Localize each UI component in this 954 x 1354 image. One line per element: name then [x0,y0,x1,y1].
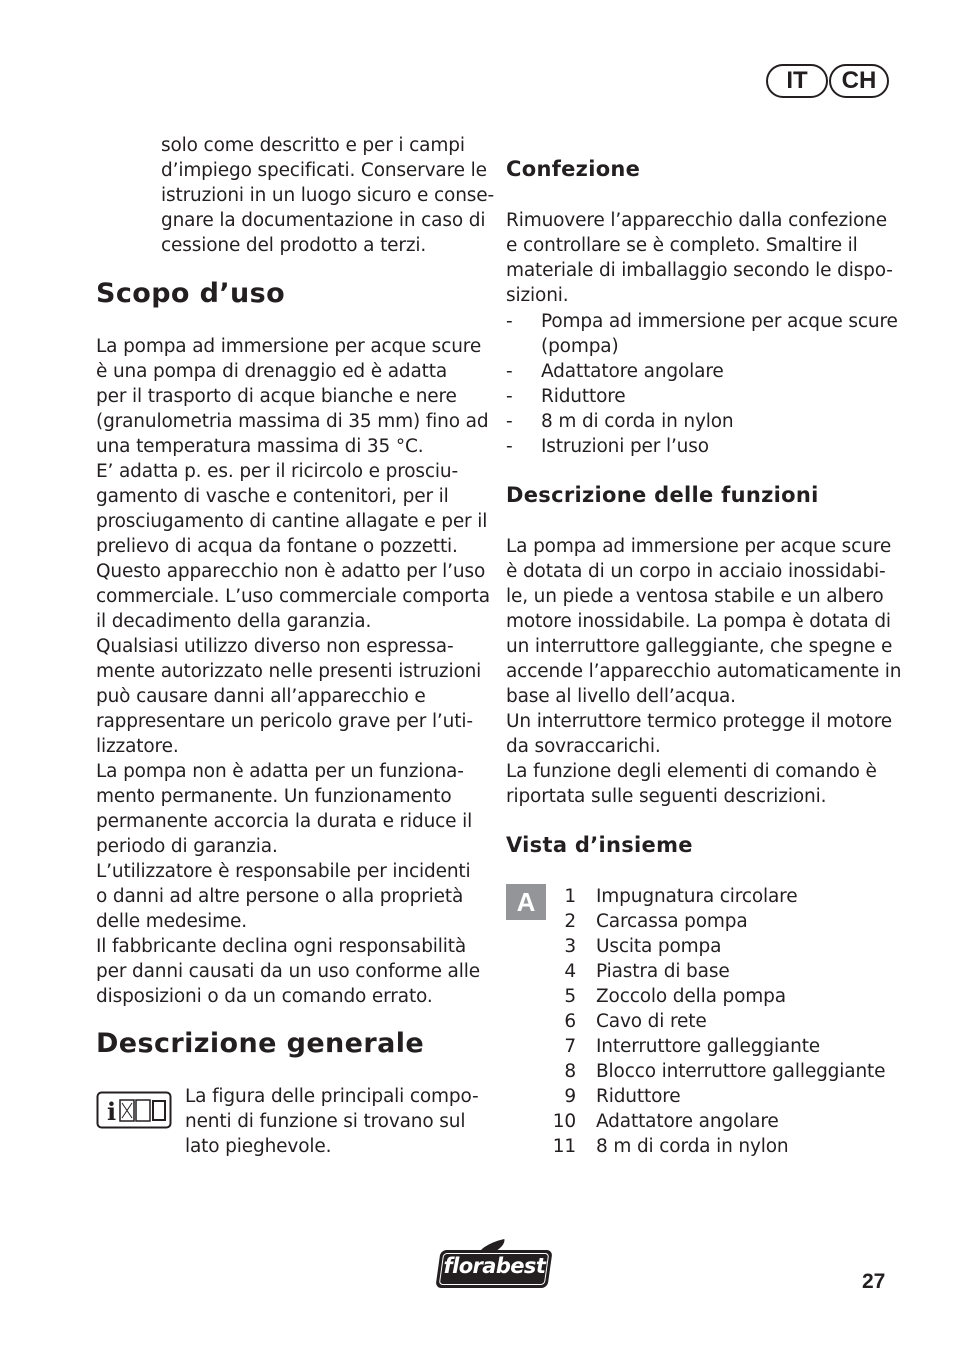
package-item-text: 8 m di corda in nylon [541,411,734,432]
section-heading: Scopo d’uso [96,278,286,309]
info-foldout-icon [96,1091,172,1129]
brand-logo [435,1250,552,1288]
section-body [506,534,901,809]
component-item [506,1109,906,1134]
component-item [506,1134,906,1159]
component-number: 1 [564,886,576,907]
text-line: prosciugamento di cantine allagate e per il [96,511,488,532]
package-item-text: Riduttore [541,386,626,407]
text-line: le, un piede a ventosa stabile e un albero [506,586,884,607]
component-number: 5 [564,986,576,1007]
package-item-text [541,309,898,359]
text-line: istruzioni in un luogo sicuro e conse- [161,185,495,206]
package-item-text: Istruzioni per l’uso [541,436,709,457]
package-item [506,384,906,409]
package-item [506,359,906,384]
text-line: è dotata di un corpo in acciaio inossidabi- [506,561,886,582]
text-line: periodo di garanzia. [96,836,278,857]
section-heading: Confezione [506,157,641,181]
component-list [506,884,906,1159]
text-line: (pompa) [541,336,619,357]
component-label: Blocco interruttore galleggiante [596,1061,886,1082]
component-item [506,1034,906,1059]
component-item [506,884,906,909]
component-item [506,984,906,1009]
text-line: lato pieghevole. [185,1136,332,1157]
text-line: prelievo di acqua da fontane o pozzetti. [96,536,458,557]
text-line: nenti di funzione si trovano sul [185,1111,466,1132]
text-line: Un interruttore termico protegge il motore [506,711,892,732]
section-intro [506,208,893,308]
text-line: Questo apparecchio non è adatto per l’uso [96,561,486,582]
text-line: delle medesime. [96,911,248,932]
component-label: Cavo di rete [596,1011,707,1032]
text-line: per danni causati da un uso conforme alle [96,961,480,982]
text-line: disposizioni o da un comando errato. [96,986,433,1007]
component-item [506,959,906,984]
page-number: 27 [862,1270,886,1293]
note-text [185,1084,479,1159]
component-label: Interruttore galleggiante [596,1036,821,1057]
dash: - [506,411,513,432]
text-line: La funzione degli elementi di comando è [506,761,877,782]
dash: - [506,311,513,332]
component-label: Impugnatura circolare [596,886,798,907]
component-number: 9 [564,1086,576,1107]
text-line: gnare la documentazione in caso di [161,210,486,231]
continued-paragraph [161,133,494,258]
text-line: motore inossidabile. La pompa è dotata di [506,611,891,632]
section-heading: Descrizione delle funzioni [506,483,819,507]
brand-logo-text: florabest [443,1254,546,1278]
text-line: base al livello dell’acqua. [506,686,736,707]
component-number: 8 [564,1061,576,1082]
component-item [506,1009,906,1034]
package-list [506,309,906,457]
component-label: Uscita pompa [596,936,722,957]
text-line: può causare danni all’apparecchio e [96,686,426,707]
text-line: lizzatore. [96,736,179,757]
package-item [506,434,906,459]
text-line: Rimuovere l’apparecchio dalla confezione [506,210,887,231]
text-line: è una pompa di drenaggio ed è adatta [96,361,448,382]
text-line: sizioni. [506,285,569,306]
text-line: mente autorizzato nelle presenti istruzioni [96,661,482,682]
text-line: riportata sulle seguenti descrizioni. [506,786,827,807]
text-line: Pompa ad immersione per acque scure [541,311,898,332]
text-line: rappresentare un pericolo grave per l’uti- [96,711,473,732]
text-line: permanente accorcia la durata e riduce il [96,811,473,832]
component-label: Carcassa pompa [596,911,748,932]
text-line: La pompa ad immersione per acque scure [96,336,482,357]
section-body [96,334,490,1009]
section-heading: Vista d’insieme [506,833,693,857]
text-line: o danni ad altre persone o alla proprietà [96,886,464,907]
package-item [506,309,906,359]
package-item-text: Adattatore angolare [541,361,724,382]
text-line: Qualsiasi utilizzo diverso non espressa- [96,636,454,657]
text-line: d’impiego specificati. Conservare le [161,160,487,181]
text-line: L’utilizzatore è responsabile per incidenti [96,861,471,882]
component-number: 2 [564,911,576,932]
text-line: una temperatura massima di 35 °C. [96,436,424,457]
text-line: accende l’apparecchio automaticamente in [506,661,902,682]
text-line: La pompa ad immersione per acque scure [506,536,892,557]
text-line: Il fabbricante declina ogni responsabilità [96,936,467,957]
component-label: Piastra di base [596,961,730,982]
component-item [506,1059,906,1084]
text-line: mento permanente. Un funzionamento [96,786,452,807]
dash: - [506,436,513,457]
component-item [506,934,906,959]
component-number: 11 [552,1136,576,1157]
text-line: un interruttore galleggiante, che spegne e [506,636,893,657]
text-line: da sovraccarichi. [506,736,661,757]
text-line: solo come descritto e per i campi [161,135,465,156]
component-label: Riduttore [596,1086,681,1107]
component-label: Adattatore angolare [596,1111,779,1132]
component-item [506,909,906,934]
lang-badge-it: IT [766,64,828,98]
text-line: e controllare se è completo. Smaltire il [506,235,858,256]
section-heading: Descrizione generale [96,1028,425,1059]
figure-ref-box: A [506,884,546,920]
dash: - [506,361,513,382]
package-item [506,409,906,434]
dash: - [506,386,513,407]
component-item [506,1084,906,1109]
lang-badge-ch: CH [829,64,889,98]
text-line: per il trasporto di acque bianche e nere [96,386,457,407]
component-number: 4 [564,961,576,982]
component-label: Zoccolo della pompa [596,986,786,1007]
text-line: La figura delle principali compo- [185,1086,479,1107]
text-line: commerciale. L’uso commerciale comporta [96,586,490,607]
text-line: (granulometria massima di 35 mm) fino ad [96,411,489,432]
component-number: 3 [564,936,576,957]
text-line: gamento di vasche e contenitori, per il [96,486,449,507]
svg-text:i: i [107,1097,117,1126]
text-line: il decadimento della garanzia. [96,611,372,632]
component-label: 8 m di corda in nylon [596,1136,789,1157]
text-line: E’ adatta p. es. per il ricircolo e prosciu- [96,461,459,482]
component-number: 6 [564,1011,576,1032]
text-line: La pompa non è adatta per un funziona- [96,761,464,782]
text-line: materiale di imballaggio secondo le dispo- [506,260,893,281]
text-line: cessione del prodotto a terzi. [161,235,427,256]
component-number: 7 [564,1036,576,1057]
component-number: 10 [552,1111,576,1132]
